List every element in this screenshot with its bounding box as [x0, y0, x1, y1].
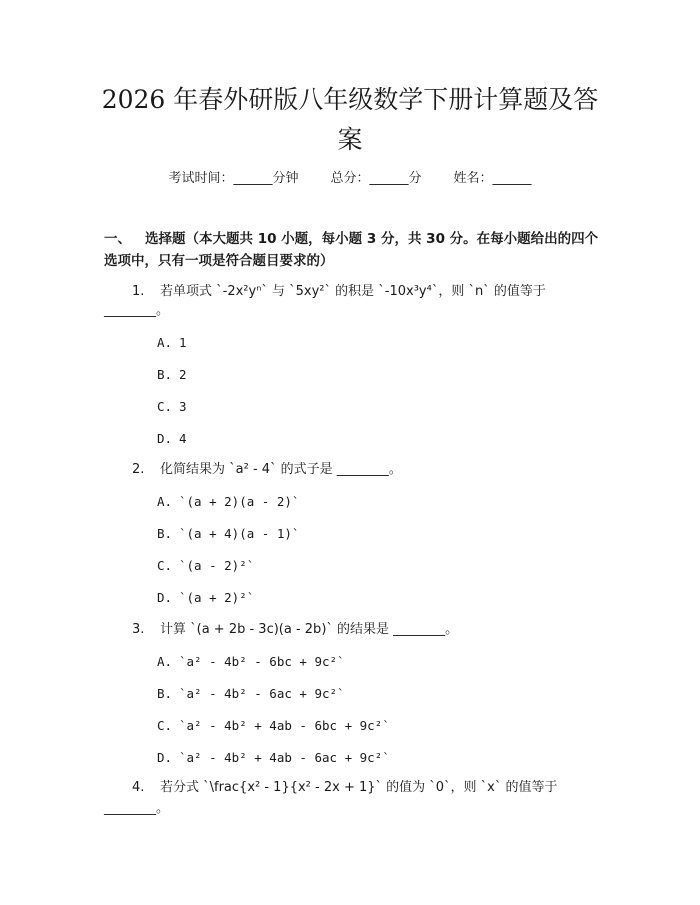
option-text: `(a + 2)(a - 2)`	[179, 494, 300, 509]
option-letter: C.	[157, 399, 173, 414]
option	[157, 430, 187, 448]
option-text: 1	[179, 335, 187, 350]
question-4-blank: ________。	[104, 801, 170, 816]
option-text: 4	[179, 431, 187, 446]
option-text: `a² - 4b² + 4ab - 6ac + 9c²`	[179, 750, 390, 765]
question-text: 若分式 `\frac{x² - 1}{x² - 2x + 1}` 的值为 `0`，则 `x` 的值等于	[160, 780, 558, 795]
option-letter: D.	[157, 750, 173, 765]
option-text: `(a - 2)²`	[179, 558, 255, 573]
option-letter: A.	[157, 654, 173, 669]
question-number: 2.	[132, 462, 145, 477]
option-letter: A.	[157, 335, 173, 350]
option	[157, 653, 345, 671]
option-letter: C.	[157, 718, 173, 733]
question-number: 4.	[132, 780, 145, 795]
exam-time: 考试时间：______分钟	[168, 171, 299, 186]
option-text: `a² - 4b² + 4ab - 6bc + 9c²`	[179, 718, 390, 733]
option-letter: B.	[157, 367, 173, 382]
question-text: 计算 `(a + 2b - 3c)(a - 2b)` 的结果是 ________。	[160, 622, 459, 637]
option-letter: B.	[157, 526, 173, 541]
option	[157, 749, 390, 767]
question-number: 3.	[132, 622, 145, 637]
option	[157, 334, 187, 352]
option-letter: D.	[157, 431, 173, 446]
section-heading	[104, 228, 604, 272]
option-letter: B.	[157, 686, 173, 701]
option	[157, 685, 345, 703]
option	[157, 493, 299, 511]
question-text: 化简结果为 `a² - 4` 的式子是 ________。	[160, 462, 402, 477]
option-text: `(a + 2)²`	[179, 590, 255, 605]
option-text: `(a + 4)(a - 1)`	[179, 526, 300, 541]
question-1	[132, 281, 546, 303]
section-text: 选择题（本大题共 10 小题，每小题 3 分，共 30 分。在每小题给出的四个选项中，只有一项是符合题目要求的）	[104, 231, 599, 269]
option	[157, 525, 299, 543]
total-score: 总分：______分	[330, 171, 422, 186]
question-1-blank: ________。	[104, 303, 170, 318]
question-number: 1.	[132, 284, 145, 299]
exam-meta	[0, 170, 700, 188]
question-2	[132, 459, 402, 481]
question-3	[132, 619, 458, 641]
option-text: 3	[179, 399, 187, 414]
option-text: `a² - 4b² - 6ac + 9c²`	[179, 686, 345, 701]
option	[157, 366, 187, 384]
option	[157, 398, 187, 416]
question-4	[132, 777, 558, 799]
option	[157, 589, 254, 607]
section-number: 一、	[104, 231, 131, 247]
option-letter: C.	[157, 558, 173, 573]
option	[157, 557, 254, 575]
option-letter: D.	[157, 590, 173, 605]
option-text: 2	[179, 367, 187, 382]
page-title: 2026 年春外研版八年级数学下册计算题及答案	[101, 85, 599, 154]
option-letter: A.	[157, 494, 173, 509]
option-text: `a² - 4b² - 6bc + 9c²`	[179, 654, 345, 669]
question-text: 若单项式 `-2x²yⁿ` 与 `5xy²` 的积是 `-10x³y⁴`，则 `n` 的值等于	[160, 284, 546, 299]
option	[157, 717, 390, 735]
student-name: 姓名：______	[453, 171, 532, 186]
